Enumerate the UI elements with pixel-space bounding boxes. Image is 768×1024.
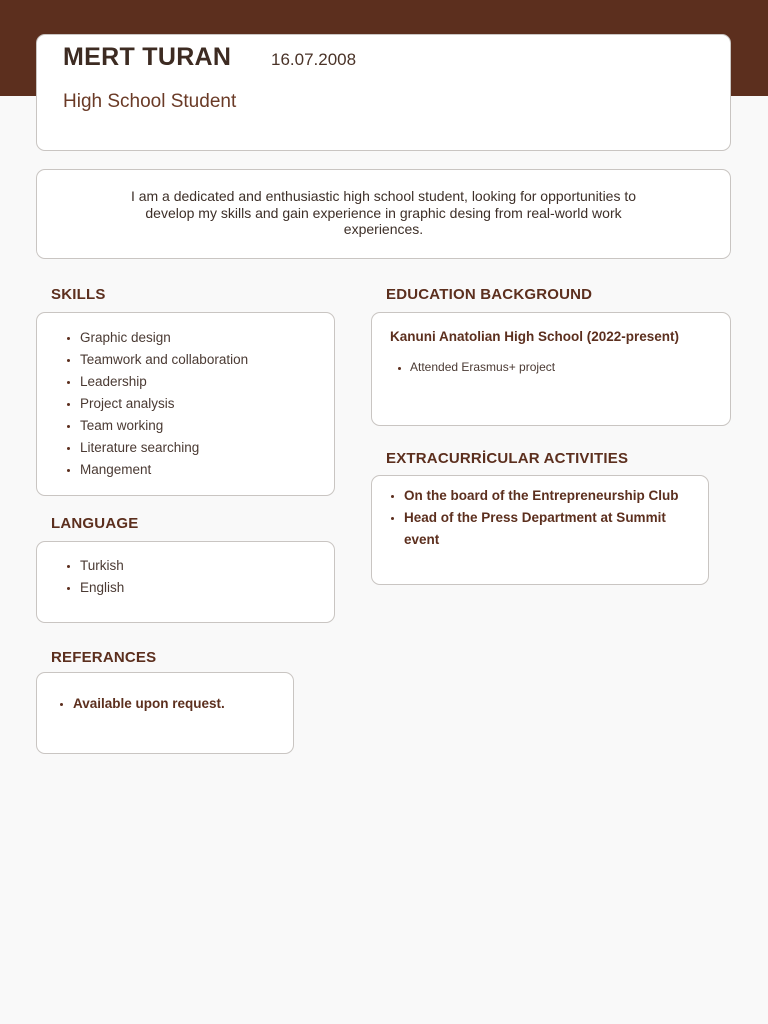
- skills-heading: SKILLS: [51, 286, 106, 303]
- header-card: [36, 34, 731, 151]
- list-item: • Available upon request.: [73, 693, 225, 715]
- education-heading: EDUCATION BACKGROUND: [386, 286, 593, 303]
- list-item: • Teamwork and collaboration: [80, 349, 248, 371]
- list-item: • Turkish: [80, 555, 124, 577]
- list-item: • English: [80, 577, 124, 599]
- activities-heading: EXTRACURRİCULAR ACTIVITIES: [386, 450, 629, 467]
- references-heading: REFERANCES: [51, 649, 157, 666]
- list-item: • Graphic design: [80, 327, 248, 349]
- skills-card: [36, 312, 335, 496]
- list-item: • Head of the Press Department at Summit event: [404, 507, 704, 551]
- candidate-name: MERT TURAN: [63, 43, 232, 71]
- activities-list: [386, 485, 704, 551]
- summary-text: I am a dedicated and enthusiastic high school student, looking for opportunities to develop my skills and gain experience in graphic desing from real-world work experiences.: [130, 188, 637, 237]
- candidate-role: High School Student: [63, 91, 237, 112]
- language-heading: LANGUAGE: [51, 515, 139, 532]
- activities-card: [371, 475, 709, 585]
- language-card: [36, 541, 335, 623]
- summary-card: [36, 169, 731, 259]
- date-of-birth: 16.07.2008: [271, 50, 357, 69]
- list-item: • Literature searching: [80, 437, 248, 459]
- list-item: • Mangement: [80, 459, 248, 481]
- list-item: • Attended Erasmus+ project: [410, 359, 555, 375]
- school-name: Kanuni Anatolian High School (2022-present): [390, 329, 680, 344]
- references-card: [36, 672, 294, 754]
- list-item: • On the board of the Entrepreneurship Club: [404, 485, 704, 507]
- education-list: [392, 359, 555, 375]
- list-item: • Leadership: [80, 371, 248, 393]
- skills-list: [62, 327, 248, 481]
- education-card: [371, 312, 731, 426]
- language-list: [62, 555, 124, 599]
- references-list: [55, 693, 225, 715]
- list-item: • Team working: [80, 415, 248, 437]
- list-item: • Project analysis: [80, 393, 248, 415]
